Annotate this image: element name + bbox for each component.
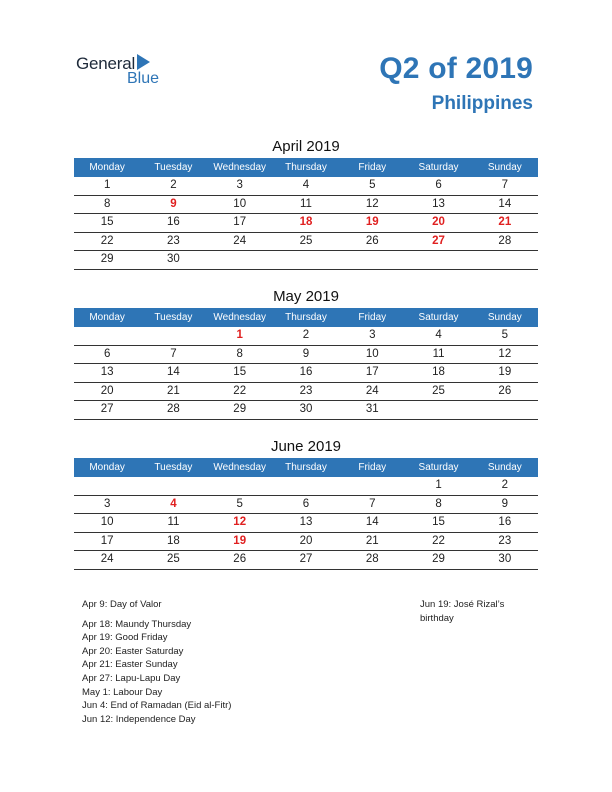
weekday-label: Friday xyxy=(358,162,387,173)
date-cell: 18 xyxy=(167,534,180,547)
date-cell: 28 xyxy=(167,403,180,416)
week-row xyxy=(74,233,538,252)
weekday-label: Wednesday xyxy=(213,312,267,323)
date-cell: 23 xyxy=(167,234,180,247)
date-cell xyxy=(74,327,140,345)
weekday-label: Tuesday xyxy=(154,462,193,473)
date-cell: 11 xyxy=(300,197,312,210)
holiday-date-cell: 1 xyxy=(236,329,243,341)
date-cell: 12 xyxy=(365,197,379,210)
date-cell: 10 xyxy=(233,197,247,210)
month-title: May 2019 xyxy=(273,288,339,305)
weekday-header xyxy=(74,158,538,177)
month-calendar-june xyxy=(74,436,538,570)
date-cell: 24 xyxy=(365,384,379,397)
date-cell: 22 xyxy=(233,384,247,397)
weekday-header xyxy=(74,458,538,477)
weekday-label: Sunday xyxy=(487,312,522,323)
page-subtitle: Philippines xyxy=(431,93,533,114)
date-cell: 3 xyxy=(103,497,111,510)
date-cell: 16 xyxy=(498,516,512,529)
weekday-label: Monday xyxy=(89,312,125,323)
date-cell: 7 xyxy=(501,179,509,191)
date-cell: 4 xyxy=(435,329,442,341)
date-cell: 26 xyxy=(365,234,379,247)
date-cell: 13 xyxy=(299,516,313,529)
date-cell: 8 xyxy=(103,197,111,210)
date-cell: 4 xyxy=(302,179,310,191)
date-cell: 17 xyxy=(233,216,247,229)
date-cell: 14 xyxy=(365,516,379,529)
date-cell: 9 xyxy=(302,347,310,360)
date-cell: 13 xyxy=(100,366,114,379)
week-row xyxy=(74,551,538,570)
date-cell: 25 xyxy=(432,384,445,397)
date-cell: 25 xyxy=(299,234,313,247)
month-title: June 2019 xyxy=(270,438,342,455)
week-row xyxy=(74,327,538,346)
holiday-note: Apr 19: Good Friday xyxy=(82,632,168,644)
date-cell: 6 xyxy=(103,347,111,360)
date-cell: 2 xyxy=(302,329,310,341)
date-cell xyxy=(472,401,538,419)
date-cell: 18 xyxy=(432,366,445,379)
date-cell: 14 xyxy=(167,366,180,379)
weekday-label: Thursday xyxy=(285,462,327,473)
date-cell: 29 xyxy=(100,253,114,266)
page-title: Q2 of 2019 xyxy=(379,52,533,85)
date-cell: 28 xyxy=(498,234,512,247)
date-cell: 5 xyxy=(369,179,376,191)
date-cell: 26 xyxy=(233,553,247,566)
date-cell: 19 xyxy=(498,366,512,379)
date-cell: 16 xyxy=(299,366,313,379)
week-row xyxy=(74,496,538,515)
week-row xyxy=(74,364,538,383)
week-row xyxy=(74,214,538,233)
week-row xyxy=(74,251,538,270)
date-cell: 25 xyxy=(167,553,180,566)
date-cell: 6 xyxy=(302,497,310,510)
holiday-date-cell: 27 xyxy=(432,234,445,247)
weekday-label: Friday xyxy=(358,462,387,473)
weekday-label: Saturday xyxy=(418,162,459,173)
weekday-header xyxy=(74,308,538,327)
holiday-notes xyxy=(82,598,382,726)
date-cell: 24 xyxy=(100,553,114,566)
holiday-note: Apr 20: Easter Saturday xyxy=(82,645,184,657)
date-cell xyxy=(207,477,273,495)
holiday-date-cell: 19 xyxy=(233,534,247,547)
week-row xyxy=(74,401,538,420)
date-cell: 11 xyxy=(167,516,180,529)
weekday-label: Friday xyxy=(358,312,387,323)
weekday-label: Monday xyxy=(89,462,125,473)
weekday-label: Tuesday xyxy=(154,162,193,173)
date-cell: 15 xyxy=(100,216,114,229)
date-cell: 30 xyxy=(167,253,180,266)
holiday-date-cell: 21 xyxy=(498,216,512,229)
date-cell: 2 xyxy=(170,179,177,191)
holiday-note-right: Jun 19: José Rizal’s birthday xyxy=(420,599,505,624)
date-cell: 30 xyxy=(498,553,512,566)
weekday-label: Thursday xyxy=(285,162,327,173)
date-cell: 29 xyxy=(233,403,247,416)
weekday-label: Sunday xyxy=(487,462,522,473)
date-cell: 30 xyxy=(299,403,313,416)
date-cell: 22 xyxy=(432,534,445,547)
date-cell: 20 xyxy=(299,534,313,547)
holiday-note: Apr 27: Lapu-Lapu Day xyxy=(82,672,181,684)
date-cell: 9 xyxy=(501,497,509,510)
date-cell: 12 xyxy=(498,347,512,360)
date-cell xyxy=(74,477,140,495)
date-cell xyxy=(140,327,206,345)
logo-word-blue: Blue xyxy=(127,70,160,87)
holiday-note: Apr 21: Easter Sunday xyxy=(82,659,178,671)
date-cell: 13 xyxy=(432,197,445,210)
date-cell: 17 xyxy=(365,366,379,379)
date-cell: 7 xyxy=(369,497,376,510)
holiday-note: May 1: Labour Day xyxy=(82,686,163,698)
week-row xyxy=(74,533,538,552)
weekday-label: Saturday xyxy=(418,312,459,323)
weekday-label: Saturday xyxy=(418,462,459,473)
date-cell: 10 xyxy=(365,347,379,360)
date-cell: 24 xyxy=(233,234,247,247)
date-cell: 11 xyxy=(432,347,445,360)
date-cell xyxy=(472,251,538,269)
date-cell: 27 xyxy=(299,553,313,566)
date-cell: 21 xyxy=(167,384,180,397)
date-cell xyxy=(207,251,273,269)
holiday-date-cell: 4 xyxy=(170,497,177,510)
date-cell: 5 xyxy=(236,497,243,510)
logo xyxy=(76,52,176,92)
weekday-label: Thursday xyxy=(285,312,327,323)
date-cell: 17 xyxy=(100,534,114,547)
week-row xyxy=(74,177,538,196)
holiday-date-cell: 18 xyxy=(299,216,313,229)
date-cell: 23 xyxy=(299,384,313,397)
flag-icon xyxy=(137,54,150,70)
date-cell: 3 xyxy=(369,329,376,341)
date-cell: 16 xyxy=(167,216,180,229)
date-cell: 14 xyxy=(498,197,512,210)
holiday-note: Apr 18: Maundy Thursday xyxy=(82,618,192,630)
logo-word-general: General xyxy=(76,54,136,73)
weekday-label: Wednesday xyxy=(213,462,267,473)
holiday-date-cell: 19 xyxy=(365,216,379,229)
week-row xyxy=(74,477,538,496)
date-cell: 1 xyxy=(103,179,111,191)
date-cell: 20 xyxy=(100,384,114,397)
date-cell: 28 xyxy=(365,553,379,566)
month-calendar-may xyxy=(74,286,538,420)
date-cell: 5 xyxy=(501,329,509,341)
week-row xyxy=(74,514,538,533)
month-calendar-april xyxy=(74,136,538,270)
holiday-note: Jun 4: End of Ramadan (Eid al-Fitr) xyxy=(82,700,232,712)
date-cell xyxy=(405,251,471,269)
date-cell xyxy=(273,251,339,269)
week-row xyxy=(74,383,538,402)
date-cell: 10 xyxy=(100,516,114,529)
date-cell: 15 xyxy=(432,516,445,529)
holiday-date-cell: 20 xyxy=(432,216,445,229)
date-cell: 1 xyxy=(435,479,442,491)
weekday-label: Wednesday xyxy=(213,162,267,173)
date-cell: 6 xyxy=(435,179,442,191)
holiday-date-cell: 12 xyxy=(233,516,247,529)
date-cell: 2 xyxy=(501,479,509,491)
week-row xyxy=(74,346,538,365)
date-cell: 31 xyxy=(365,403,379,416)
month-title: April 2019 xyxy=(272,138,340,155)
date-cell: 8 xyxy=(435,497,442,510)
holiday-note: Apr 9: Day of Valor xyxy=(82,599,162,610)
holiday-date-cell: 9 xyxy=(170,197,177,210)
date-cell: 21 xyxy=(365,534,379,547)
date-cell: 22 xyxy=(100,234,114,247)
date-cell: 7 xyxy=(170,347,177,360)
date-cell xyxy=(405,401,471,419)
weekday-label: Tuesday xyxy=(154,312,193,323)
date-cell: 3 xyxy=(236,179,243,191)
holiday-note: Jun 12: Independence Day xyxy=(82,713,196,725)
date-cell: 15 xyxy=(233,366,247,379)
date-cell: 29 xyxy=(432,553,445,566)
weekday-label: Monday xyxy=(89,162,125,173)
date-cell xyxy=(339,477,405,495)
week-row xyxy=(74,196,538,215)
date-cell: 23 xyxy=(498,534,512,547)
date-cell xyxy=(273,477,339,495)
date-cell xyxy=(339,251,405,269)
date-cell xyxy=(140,477,206,495)
date-cell: 26 xyxy=(498,384,512,397)
date-cell: 8 xyxy=(236,347,243,360)
date-cell: 27 xyxy=(100,403,114,416)
weekday-label: Sunday xyxy=(487,162,522,173)
